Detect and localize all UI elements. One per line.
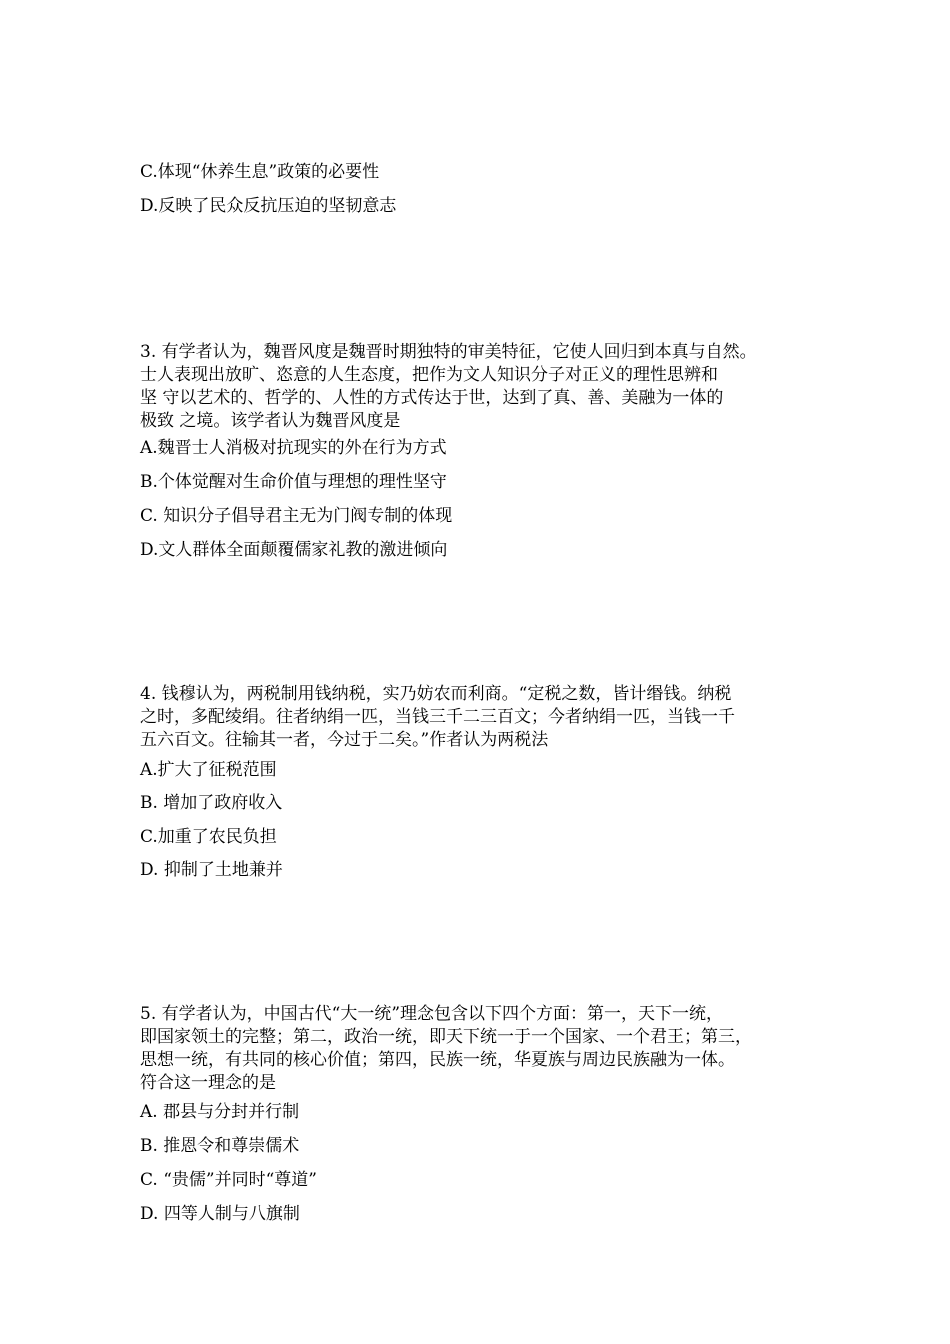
q5-option-c: C. “贵儒”并同时“尊道” [140, 1170, 317, 1190]
q3-option-c: C. 知识分子倡导君主无为门阀专制的体现 [140, 506, 453, 526]
q3-option-d: D.文人群体全面颠覆儒家礼教的激进倾向 [140, 540, 448, 560]
q3-option-b: B.个体觉醒对生命价值与理想的理性坚守 [140, 472, 447, 492]
q4-stem-line: 4. 钱穆认为，两税制用钱纳税，实乃妨农而利商。“定税之数，皆计缗钱。纳税 [140, 684, 732, 704]
q4-stem [140, 683, 840, 752]
q3-stem-line: 3. 有学者认为，魏晋风度是魏晋时期独特的审美特征，它使人回归到本真与自然。 [140, 342, 757, 362]
q5-stem-line: 5. 有学者认为，中国古代“大一统”理念包含以下四个方面：第一，天下一统， [140, 1004, 724, 1024]
q5-stem-line: 即国家领土的完整；第二，政治一统，即天下统一于一个国家、一个君王；第三， [140, 1027, 752, 1047]
q4-option-d: D. 抑制了土地兼并 [140, 860, 283, 880]
q4-stem-line: 之时，多配绫绢。往者纳绢一匹，当钱三千二三百文；今者纳绢一匹，当钱一千 [140, 707, 735, 727]
q5-option-a: A. 郡县与分封并行制 [140, 1102, 300, 1122]
q3-stem-line: 极致 之境。该学者认为魏晋风度是 [140, 411, 401, 431]
q4-option-c: C.加重了农民负担 [140, 827, 277, 847]
q5-stem [140, 1003, 840, 1095]
q5-option-b: B. 推恩令和尊崇儒术 [140, 1136, 300, 1156]
q4-option-b: B. 增加了政府收入 [140, 793, 283, 813]
q3-stem-line: 士人表现出放旷、恣意的人生态度，把作为文人知识分子对正义的理性思辨和 [140, 365, 718, 385]
q3-stem-line: 坚 守以艺术的、哲学的、人性的方式传达于世，达到了真、善、美融为一体的 [140, 388, 724, 408]
q5-stem-line: 思想一统，有共同的核心价值；第四，民族一统，华夏族与周边民族融为一体。 [140, 1050, 735, 1070]
q2-option-d: D.反映了民众反抗压迫的坚韧意志 [140, 196, 397, 216]
q5-option-d: D. 四等人制与八旗制 [140, 1204, 300, 1224]
q4-stem-line: 五六百文。往输其一者，今过于二矣。”作者认为两税法 [140, 730, 549, 750]
q5-stem-line: 符合这一理念的是 [140, 1073, 276, 1093]
q4-option-a: A.扩大了征税范围 [140, 760, 277, 780]
q3-stem [140, 341, 840, 433]
q3-option-a: A.魏晋士人消极对抗现实的外在行为方式 [140, 438, 447, 458]
q2-option-c: C.体现“休养生息”政策的必要性 [140, 162, 380, 182]
